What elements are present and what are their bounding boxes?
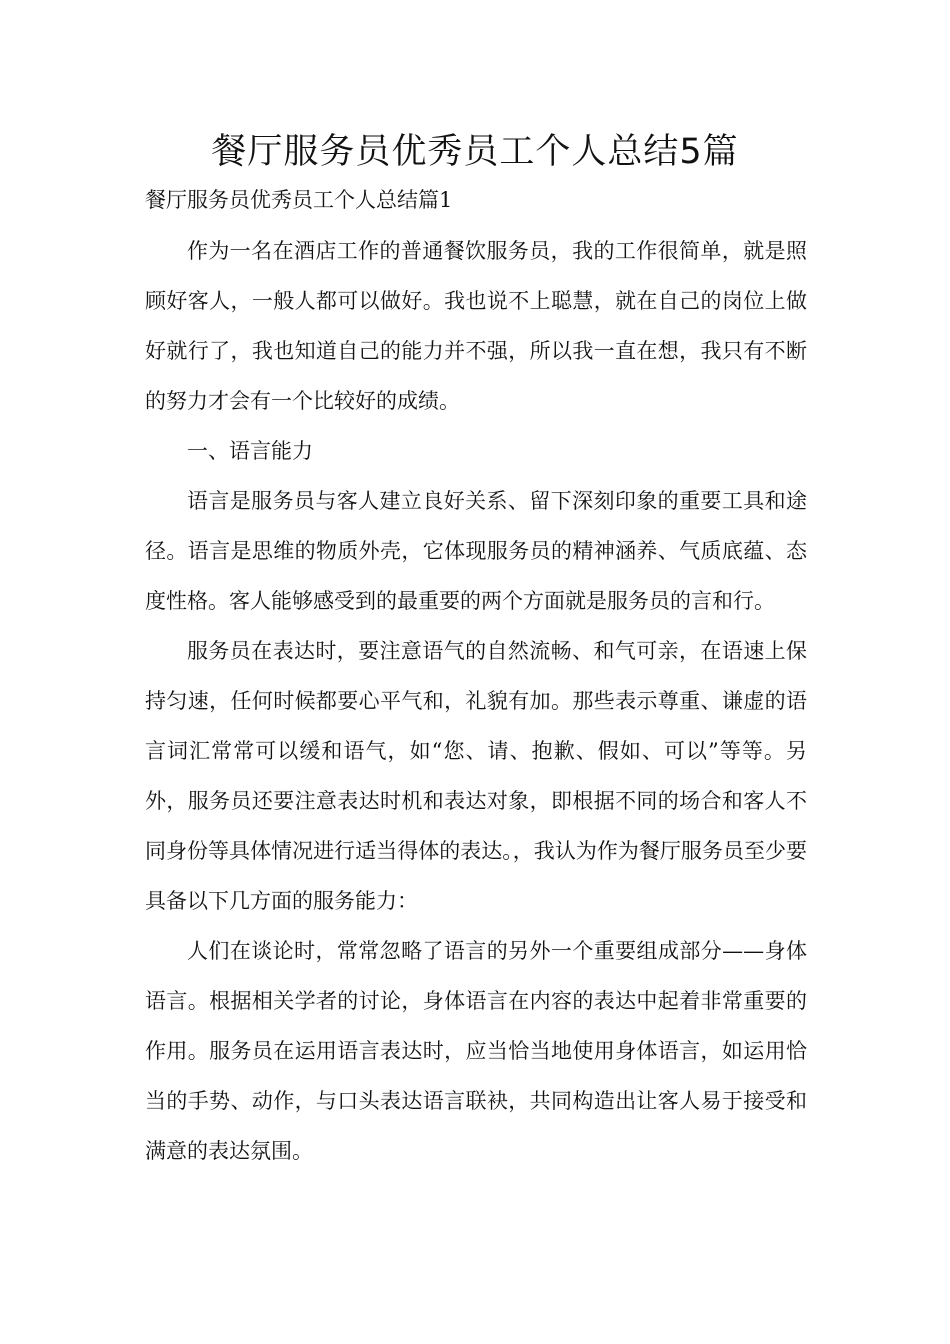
paragraph-intro: 作为一名在酒店工作的普通餐饮服务员，我的工作很简单，就是照顾好客人，一般人都可以做好。我也说不上聪慧，就在自己的岗位上做好就行了，我也知道自己的能力并不强，所以我一直在想，我只有不断的努力才会有一个比较好的成绩。	[145, 239, 807, 413]
paragraph-body-language: 人们在谈论时，常常忽略了语言的另外一个重要组成部分——身体语言。根据相关学者的讨论，身体语言在内容的表达中起着非常重要的作用。服务员在运用语言表达时，应当恰当地使用身体语言，如运用恰当的手势、动作，与口头表达语言联袂，共同构造出让客人易于接受和满意的表达氛围。	[145, 939, 807, 1163]
section-heading: 餐厅服务员优秀员工个人总结篇1	[145, 188, 453, 212]
document-body	[145, 226, 807, 1176]
paragraph-language-importance: 语言是服务员与客人建立良好关系、留下深刻印象的重要工具和途径。语言是思维的物质外壳，它体现服务员的精神涵养、气质底蕴、态度性格。客人能够感受到的最重要的两个方面就是服务员的言和行。	[145, 489, 807, 613]
paragraph-expression-tips: 服务员在表达时，要注意语气的自然流畅、和气可亲，在语速上保持匀速，任何时候都要心平气和，礼貌有加。那些表示尊重、谦虚的语言词汇常常可以缓和语气，如“您、请、抱歉、假如、可以”等等。另外，服务员还要注意表达时机和表达对象，即根据不同的场合和客人不同身份等具体情况进行适当得体的表达。，我认为作为餐厅服务员至少要具备以下几方面的服务能力：	[145, 639, 807, 913]
subheading-language-ability: 一、语言能力	[187, 439, 313, 463]
document-title: 餐厅服务员优秀员工个人总结5篇	[211, 132, 739, 172]
